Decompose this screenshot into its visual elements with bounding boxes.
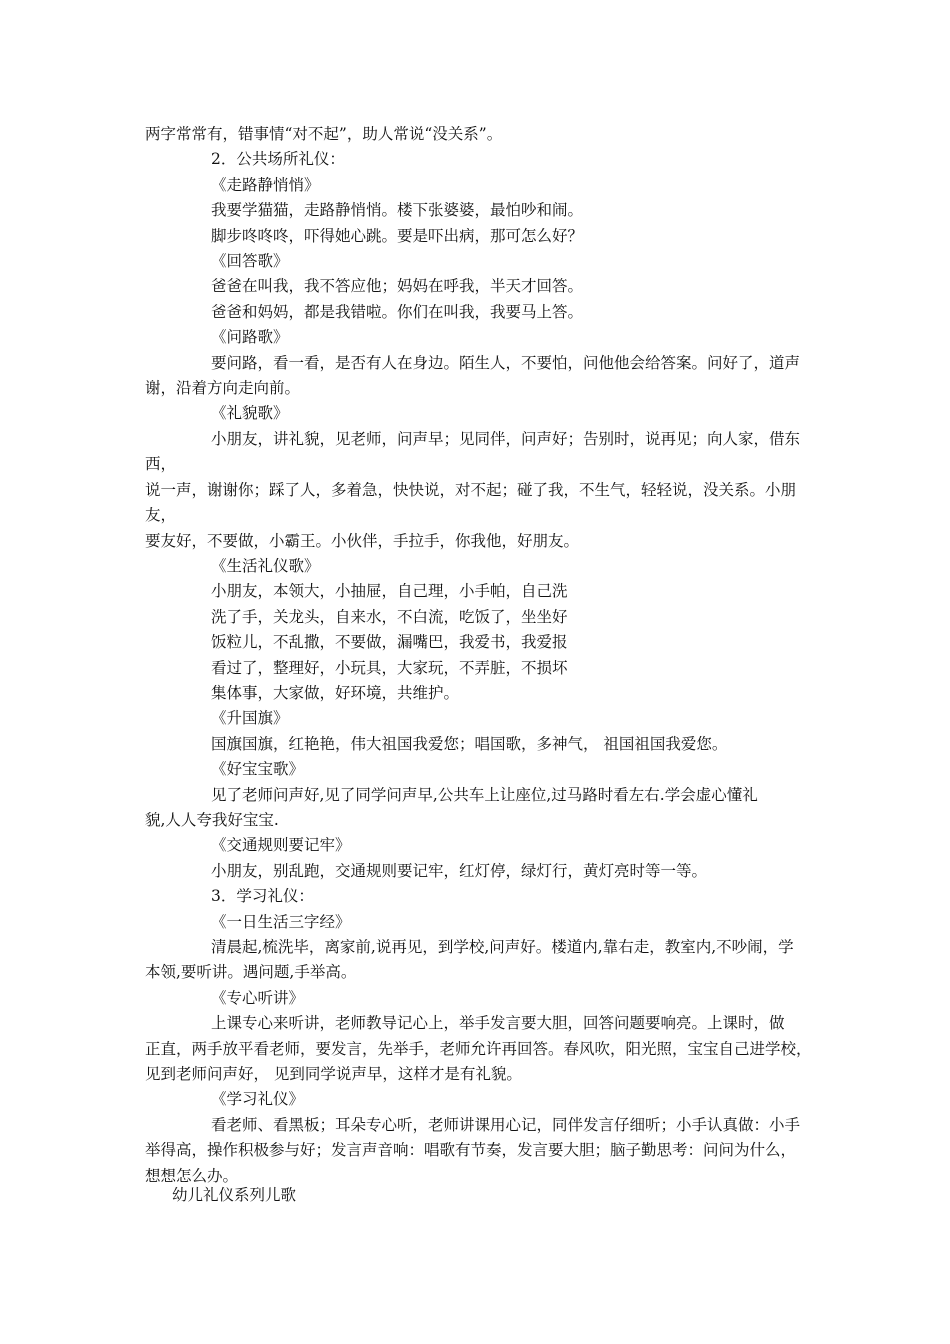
poem-title: 《专心听讲》 <box>211 988 305 1007</box>
poem-title: 《好宝宝歌》 <box>211 760 305 779</box>
text-line: 要问路，看一看，是否有人在身边。陌生人，不要怕，问他他会给答案。问好了，道声 <box>211 353 801 372</box>
poem-title: 《一日生活三字经》 <box>211 912 351 931</box>
poem-title: 《走路静悄悄》 <box>211 175 320 194</box>
text-line: 说一声，谢谢你；踩了人，多着急，快快说，对不起；碰了我，不生气，轻轻说，没关系。小朋友， <box>145 480 797 525</box>
poem-title: 《回答歌》 <box>211 252 289 271</box>
text-line: 上课专心来听讲，老师教导记心上，举手发言要大胆，回答问题要响亮。上课时，做 <box>211 1014 785 1033</box>
section-title: 幼儿礼仪系列儿歌 <box>172 1185 297 1204</box>
text-line: 见到老师问声好， 见到同学说声早，这样才是有礼貌。 <box>145 1065 522 1084</box>
text-line: 举得高，操作积极参与好；发言声音响：唱歌有节奏，发言要大胆；脑子勤思考：问问为什么， <box>145 1141 797 1160</box>
poem-title: 《学习礼仪》 <box>211 1090 305 1109</box>
text-line: 小朋友，别乱跑，交通规则要记牢，红灯停，绿灯行，黄灯亮时等一等。 <box>211 861 708 880</box>
text-line: 清晨起,梳洗毕，离家前,说再见，到学校,问声好。楼道内,靠右走，教室内,不吵闹，学 <box>211 938 794 956</box>
text-line: 谢，沿着方向走向前。 <box>145 379 301 398</box>
text-line: 想想怎么办。 <box>145 1166 239 1185</box>
text-line: 看老师、看黑板；耳朵专心听，老师讲课用心记，同伴发言仔细听；小手认真做：小手 <box>211 1115 801 1134</box>
text-line: 本领,要听讲。遇问题,手举高。 <box>145 963 357 982</box>
poem-title: 《生活礼仪歌》 <box>211 556 320 575</box>
poem-title: 《礼貌歌》 <box>211 404 289 423</box>
text-line: 2．公共场所礼仪： <box>211 150 345 169</box>
text-line: 爸爸和妈妈，都是我错啦。你们在叫我，我要马上答。 <box>211 302 584 321</box>
text-line: 国旗国旗，红艳艳，伟大祖国我爱您；唱国歌，多神气， 祖国祖国我爱您。 <box>211 734 728 753</box>
text-line: 要友好，不要做，小霸王。小伙伴，手拉手，你我他，好朋友。 <box>145 531 580 550</box>
text-line: 貌,人人夸我好宝宝. <box>145 810 279 829</box>
text-line: 正直，两手放平看老师，要发言，先举手，老师允许再回答。春风吹，阳光照，宝宝自己进学校， <box>145 1039 812 1058</box>
text-line: 洗了手，关龙头，自来水，不白流，吃饭了，坐坐好 <box>211 607 568 626</box>
text-line: 两字常常有，错事情“对不起”，助人常说“没关系”。 <box>145 125 503 143</box>
text-line: 3．学习礼仪： <box>211 887 314 906</box>
poem-title: 《升国旗》 <box>211 709 289 728</box>
poem-title: 《交通规则要记牢》 <box>211 836 351 855</box>
text-line: 爸爸在叫我，我不答应他；妈妈在呼我，半天才回答。 <box>211 277 584 296</box>
text-line: 脚步咚咚咚，吓得她心跳。要是吓出病，那可怎么好？ <box>211 226 584 245</box>
poem-title: 《问路歌》 <box>211 328 289 347</box>
text-line: 我要学猫猫，走路静悄悄。楼下张婆婆，最怕吵和闹。 <box>211 201 584 220</box>
text-line: 集体事，大家做，好环境，共维护。 <box>211 683 460 702</box>
text-line: 见了老师问声好,见了同学问声早,公共车上让座位,过马路时看左右.学会虚心懂礼 <box>211 785 758 804</box>
text-line: 看过了，整理好，小玩具，大家玩，不弄脏，不损坏 <box>211 658 568 677</box>
text-line: 小朋友，讲礼貌，见老师，问声早；见同伴，问声好；告别时，说再见；向人家，借东西， <box>145 429 801 474</box>
document-body <box>145 122 817 1189</box>
text-line: 饭粒儿，不乱撒，不要做，漏嘴巴，我爱书，我爱报 <box>211 633 568 652</box>
text-line: 小朋友，本领大，小抽屉，自己理，小手帕，自己洗 <box>211 582 568 601</box>
